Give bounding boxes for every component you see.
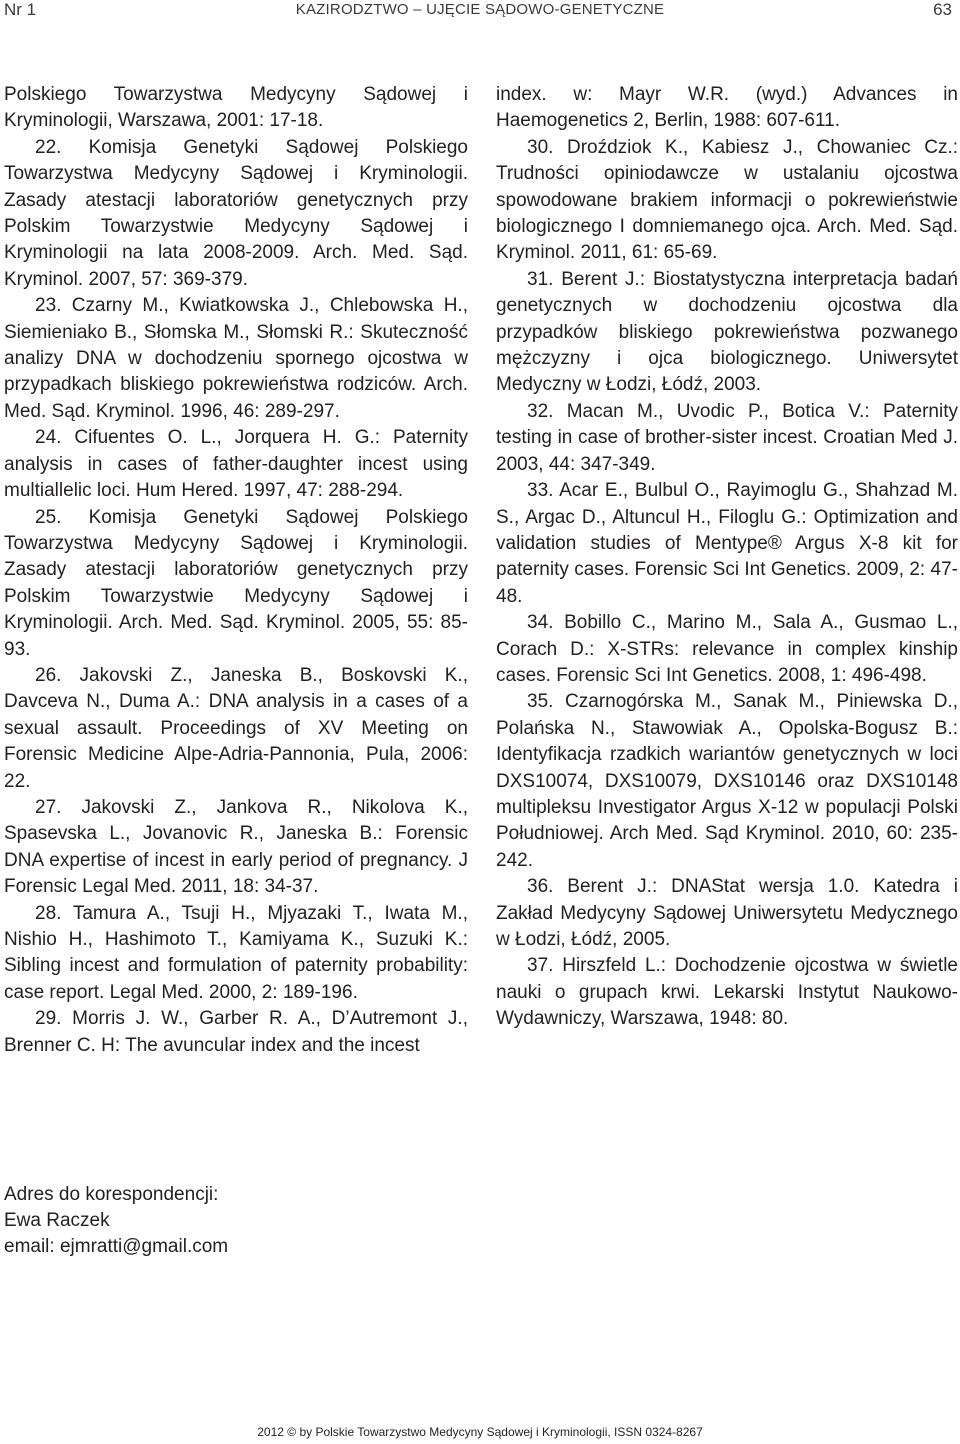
references-right-column [496, 82, 958, 1033]
correspondence-email: email: ejmratti@gmail.com [4, 1236, 229, 1257]
running-header [0, 0, 960, 30]
correspondence-name: Ewa Raczek [4, 1210, 110, 1231]
reference-entry: 24. Cifuentes O. L., Jorquera H. G.: Paternity analysis in cases of father-daughter incest using multiallelic loci. Hum Hered. 1997, 47: 288-294. [4, 427, 468, 502]
page-number: 63 [933, 0, 952, 19]
reference-entry: 34. Bobillo C., Marino M., Sala A., Gusmao L., Corach D.: X-STRs: relevance in complex kinship cases. Forensic Sci Int Genetics. 2008, 1: 496-498. [496, 612, 958, 686]
reference-entry: 33. Acar E., Bulbul O., Rayimoglu G., Shahzad M. S., Argac D., Altuncul H., Filoglu G.: Optimization and validation studies of Mentype® Argus X-8 kit for paternity cases. Forensic Sci Int Genetics. 2009, 2: 47-48. [496, 480, 958, 607]
reference-entry: Polskiego Towarzystwa Medycyny Sądowej i Kryminologii, Warszawa, 2001: 17-18. [4, 84, 468, 132]
reference-entry: 36. Berent J.: DNAStat wersja 1.0. Katedra i Zakład Medycyny Sądowej Uniwersytetu Medycznego w Łodzi, Łódź, 2005. [496, 876, 958, 950]
correspondence-heading: Adres do korespondencji: [4, 1184, 219, 1205]
reference-entry: 27. Jakovski Z., Jankova R., Nikolova K., Spasevska L., Jovanovic R., Janeska B.: Forensic DNA expertise of incest in early period of pregnancy. J Forensic Legal Med. 2011, 18: 34-37. [4, 796, 468, 898]
copyright-footer: 2012 © by Polskie Towarzystwo Medycyny Sądowej i Kryminologii, ISSN 0324-8267 [257, 1425, 703, 1439]
reference-entry: 28. Tamura A., Tsuji H., Mjyazaki T., Iwata M., Nishio H., Hashimoto T., Kamiyama K., Suzuki K.: Sibling incest and formulation of paternity probability: case report. Legal Med. 2000, 2: 189-196. [4, 902, 468, 1003]
reference-entry: 30. Droździok K., Kabiesz J., Chowaniec Cz.: Trudności opiniodawcze w ustalaniu ojcostwa spowodowane brakiem informacji o pokrewieństwie biologicznego I domniemanego ojca. Arch. Med. Sąd. Kryminol. 2011, 61: 65-69. [496, 136, 958, 264]
reference-entry: 25. Komisja Genetyki Sądowej Polskiego Towarzystwa Medycyny Sądowej i Kryminologii. Zasady atestacji laboratoriów genetycznych przy Polskim Towarzystwie Medycyny Sądowej i Kryminologii. Arch. Med. Sąd. Kryminol. 2005, 55: 85-93. [4, 506, 468, 660]
reference-entry: 37. Hirszfeld L.: Dochodzenie ojcostwa w świetle nauki o grupach krwi. Lekarski Instytut Naukowo-Wydawniczy, Warszawa, 1948: 80. [496, 955, 958, 1030]
running-title: KAZIRODZTWO – UJĘCIE SĄDOWO-GENETYCZNE [295, 1, 665, 18]
reference-entry: 35. Czarnogórska M., Sanak M., Piniewska D., Polańska N., Stawowiak A., Opolska-Bogusz B.: Identyfikacja rzadkich wariantów genetycznych w loci DXS10074, DXS10079, DXS10146 oraz DXS10148 multipleksu Investigator Argus X-12 w populacji Polski Południowej. Arch Med. Sąd Kryminol. 2010, 60: 235-242. [496, 691, 958, 871]
reference-entry: 29. Morris J. W., Garber R. A., D’Autremont J., Brenner C. H: The avuncular index and the incest [4, 1008, 468, 1056]
correspondence-block [4, 1182, 504, 1260]
issue-number: Nr 1 [4, 0, 37, 19]
references-left-column [4, 82, 468, 1059]
reference-entry: 26. Jakovski Z., Janeska B., Boskovski K., Davceva N., Duma A.: DNA analysis in a cases of a sexual assault. Proceedings of XV Meeting on Forensic Medicine Alpe-Adria-Pannonia, Pula, 2006: 22. [4, 664, 468, 792]
reference-entry: 23. Czarny M., Kwiatkowska J., Chlebowska H., Siemieniako B., Słomska M., Słomski R.: Skuteczność analizy DNA w dochodzeniu spornego ojcostwa w przypadkach bliskiego pokrewieństwa rodziców. Arch. Med. Sąd. Kryminol. 1996, 46: 289-297. [4, 295, 468, 422]
reference-entry: 32. Macan M., Uvodic P., Botica V.: Paternity testing in case of brother-sister incest. Croatian Med J. 2003, 44: 347-349. [496, 400, 958, 475]
reference-entry: 31. Berent J.: Biostatystyczna interpretacja badań genetycznych w dochodzeniu ojcostwa dla przypadków bliskiego pokrewieństwa pozwanego mężczyzny i ojca biologicznego. Uniwersytet Medyczny w Łodzi, Łódź, 2003. [496, 268, 958, 396]
reference-entry: 22. Komisja Genetyki Sądowej Polskiego Towarzystwa Medycyny Sądowej i Kryminologii. Zasady atestacji laboratoriów genetycznych przy Polskim Towarzystwie Medycyny Sądowej i Kryminologii na lata 2008-2009. Arch. Med. Sąd. Kryminol. 2007, 57: 369-379. [4, 136, 468, 290]
reference-entry: index. w: Mayr W.R. (wyd.) Advances in Haemogenetics 2, Berlin, 1988: 607-611. [496, 84, 958, 132]
